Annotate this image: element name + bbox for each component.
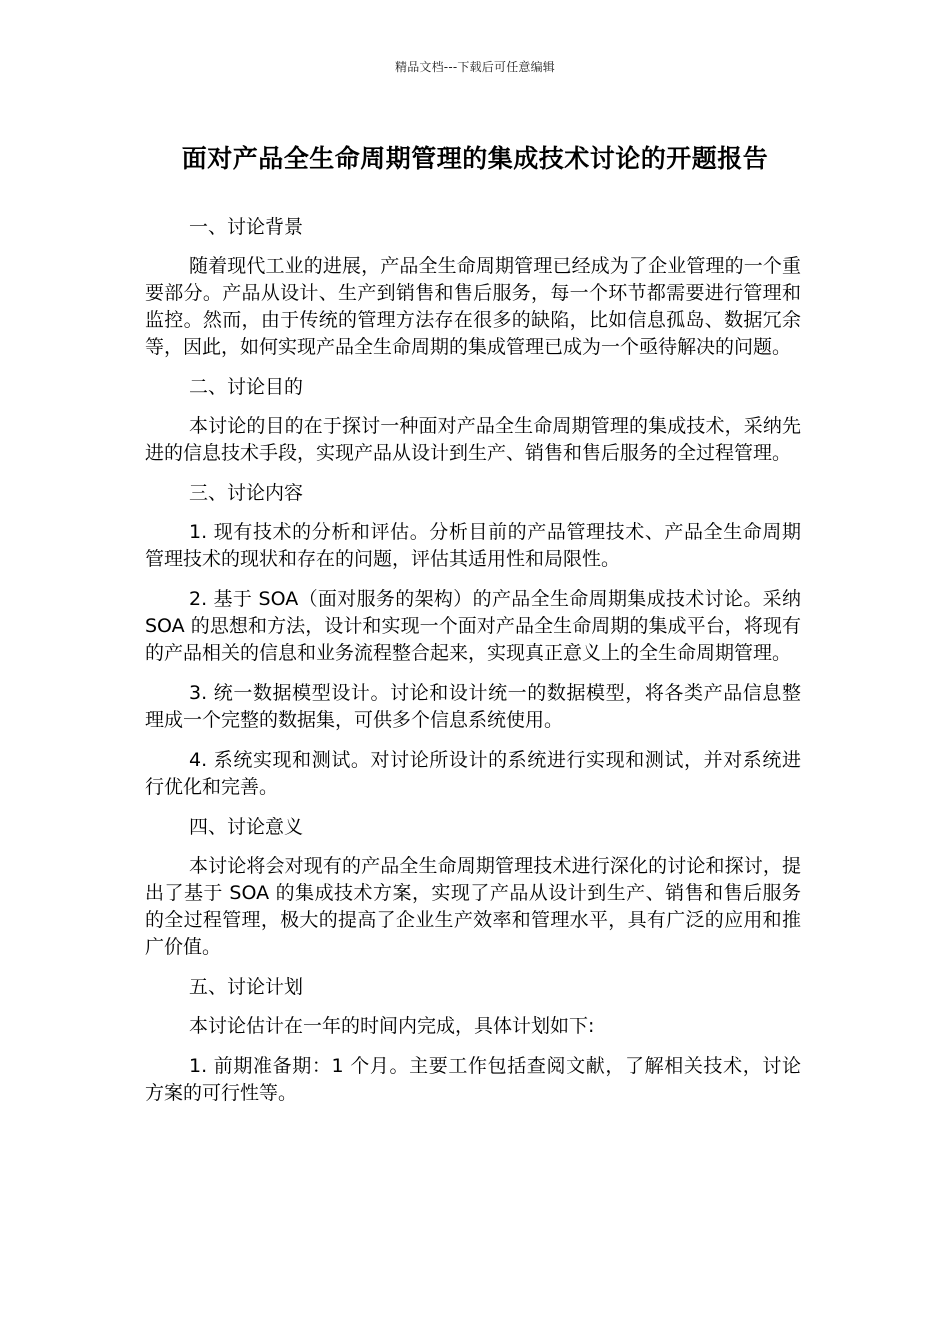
paragraph-plan-intro: 本讨论估计在一年的时间内完成，具体计划如下: [189, 1015, 595, 1037]
content-item-1: 1. 现有技术的分析和评估。分析目前的产品管理技术、产品全生命周期管理技术的现状和存在的问题，评估其适用性和局限性。 [145, 521, 801, 570]
paragraph-purpose: 本讨论的目的在于探讨一种面对产品全生命周期管理的集成技术，采纳先进的信息技术手段，实现产品从设计到生产、销售和售后服务的全过程管理。 [145, 415, 801, 464]
document-body [145, 214, 801, 1120]
section-heading-content: 三、讨论内容 [189, 482, 304, 504]
section-heading-significance: 四、讨论意义 [189, 816, 304, 838]
section-heading-plan: 五、讨论计划 [189, 976, 304, 998]
content-item-2: 2. 基于 SOA（面对服务的架构）的产品全生命周期集成技术讨论。采纳 SOA 的思想和方法，设计和实现一个面对产品全生命周期的集成平台，将现有的产品相关的信息和业务流程整合起来，实现真正意义上的全生命周期管理。 [145, 588, 801, 664]
paragraph-significance: 本讨论将会对现有的产品全生命周期管理技术进行深化的讨论和探讨，提出了基于 SOA 的集成技术方案，实现了产品从设计到生产、销售和售后服务的全过程管理，极大的提高了企业生产效率和管理水平，具有广泛的应用和推广价值。 [145, 855, 801, 958]
content-item-4: 4. 系统实现和测试。对讨论所设计的系统进行实现和测试，并对系统进行优化和完善。 [145, 749, 801, 798]
section-heading-background: 一、讨论背景 [189, 216, 304, 238]
header-note: 精品文档---下载后可任意编辑 [395, 60, 555, 74]
plan-item-1: 1. 前期准备期：1 个月。主要工作包括查阅文献，了解相关技术，讨论方案的可行性等。 [145, 1055, 801, 1104]
content-item-3: 3. 统一数据模型设计。讨论和设计统一的数据模型，将各类产品信息整理成一个完整的数据集，可供多个信息系统使用。 [145, 682, 801, 731]
document-title: 面对产品全生命周期管理的集成技术讨论的开题报告 [181, 144, 769, 173]
section-heading-purpose: 二、讨论目的 [189, 376, 304, 398]
paragraph-background: 随着现代工业的进展，产品全生命周期管理已经成为了企业管理的一个重要部分。产品从设计、生产到销售和售后服务，每一个环节都需要进行管理和监控。然而，由于传统的管理方法存在很多的缺陷，比如信息孤岛、数据冗余等，因此，如何实现产品全生命周期的集成管理已成为一个亟待解决的问题。 [145, 255, 801, 358]
